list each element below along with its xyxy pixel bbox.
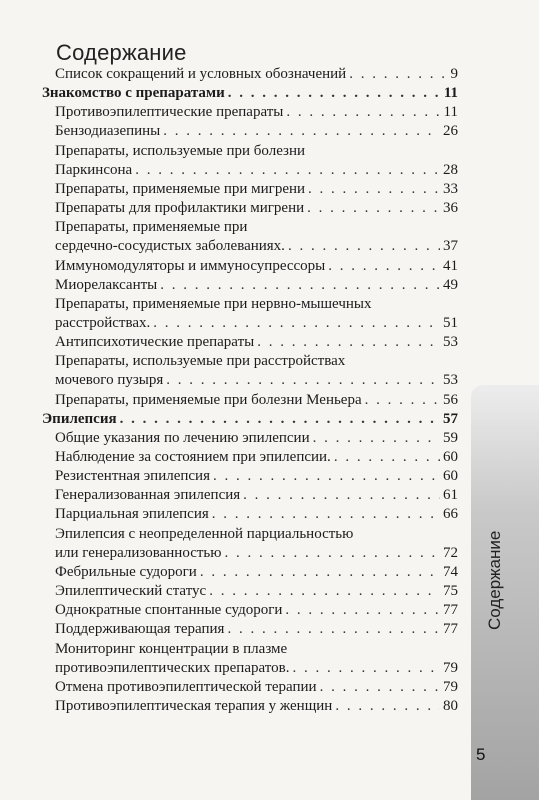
dot-leader: [328, 256, 440, 276]
toc-page-number: 72: [443, 545, 458, 561]
dot-leader: [166, 370, 440, 390]
toc-entry-title: или генерализованностью: [55, 545, 222, 561]
toc-entry-row: [55, 102, 458, 122]
toc-entry-row: [55, 236, 458, 256]
toc-entry-title: Поддерживающая терапия: [55, 621, 225, 637]
dot-leader: [313, 428, 440, 448]
toc-page-number: 26: [443, 123, 458, 139]
toc-page-number: 75: [443, 583, 458, 599]
toc-page-number: 80: [443, 698, 458, 714]
toc-page-number: 37: [443, 238, 458, 254]
dot-leader: [257, 332, 440, 352]
toc-entry-title: Эпилептический статус: [55, 583, 207, 599]
toc-entry-title: Противоэпилептическая терапия у женщин: [55, 698, 333, 714]
dot-leader: [212, 504, 440, 524]
toc-entry-row: [55, 370, 458, 390]
toc-entry-row: [55, 294, 458, 314]
toc-entry-title: Общие указания по лечению эпилепсии: [55, 430, 310, 446]
toc-entry-title: Мониторинг концентрации в плазме: [55, 641, 288, 657]
toc-section-row: [42, 83, 458, 103]
toc-entry-title: мочевого пузыря: [55, 372, 164, 388]
toc-entry-row: [55, 485, 458, 505]
toc-page-number: 9: [450, 66, 458, 82]
toc-entry-row: [55, 332, 458, 352]
toc-entry-title: Список сокращений и условных обозначений: [55, 66, 347, 82]
toc-page-number: 41: [443, 258, 458, 274]
toc-entry-row: [55, 351, 458, 371]
dot-leader: [120, 409, 440, 429]
toc-section-row: [42, 409, 458, 429]
dot-leader: [286, 102, 440, 122]
toc-page-number: 60: [443, 449, 458, 465]
toc-entry-row: [55, 390, 458, 410]
toc-entry-title: Миорелаксанты: [55, 277, 158, 293]
toc-entry-row: [55, 141, 458, 161]
toc-entry-row: [55, 524, 458, 544]
toc-page-number: 66: [443, 506, 458, 522]
toc-entry-title: Препараты для профилактики мигрени: [55, 200, 305, 216]
toc-section-title: Эпилепсия: [42, 411, 117, 427]
toc-entry-row: [55, 658, 458, 678]
dot-leader: [213, 466, 440, 486]
page-title: Содержание: [56, 40, 187, 65]
toc-entry-row: [55, 313, 458, 333]
dot-leader: [308, 179, 440, 199]
dot-leader: [285, 600, 440, 620]
toc-entry-row: [55, 428, 458, 448]
toc-entry-title: Наблюдение за состоянием при эпилепсии.: [55, 449, 331, 465]
toc-entry-row: [55, 198, 458, 218]
toc-entry-row: [55, 619, 458, 639]
toc-entry-row: [55, 256, 458, 276]
dot-leader: [163, 121, 440, 141]
toc-entry-title: расстройствах.: [55, 315, 151, 331]
dot-leader: [209, 581, 440, 601]
dot-leader: [153, 313, 440, 333]
toc-entry-title: Препараты, применяемые при: [55, 219, 248, 235]
toc-entry-title: Препараты, применяемые при мигрени: [55, 181, 306, 197]
toc-entry-row: [55, 562, 458, 582]
toc-page-number: 79: [443, 679, 458, 695]
dot-leader: [224, 543, 440, 563]
toc-entry-title: Антипсихотические препараты: [55, 334, 255, 350]
toc-page-number: 53: [443, 334, 458, 350]
toc-entry-title: сердечно-сосудистых заболеваниях.: [55, 238, 285, 254]
toc-entry-row: [55, 217, 458, 237]
toc-page-number: 77: [443, 621, 458, 637]
toc-entry-row: [55, 179, 458, 199]
toc-entry-title: Препараты, применяемые при нервно-мышечных: [55, 296, 372, 312]
toc-entry-row: [55, 275, 458, 295]
dot-leader: [243, 485, 440, 505]
dot-leader: [135, 160, 440, 180]
toc-entry-row: [55, 504, 458, 524]
toc-entry-title: Эпилепсия с неопределенной парциальностью: [55, 526, 354, 542]
toc-page-number: 56: [443, 392, 458, 408]
toc-page-number: 28: [443, 162, 458, 178]
toc-page-number: 57: [443, 411, 458, 427]
toc-page-number: 79: [443, 660, 458, 676]
toc-page-number: 61: [443, 487, 458, 503]
toc-page-number: 60: [443, 468, 458, 484]
toc-entry-title: Фебрильные судороги: [55, 564, 197, 580]
toc-page-number: 74: [443, 564, 458, 580]
toc-page-number: 33: [443, 181, 458, 197]
toc-entry-title: Парциальная эпилепсия: [55, 506, 209, 522]
toc-entry-title: Препараты, применяемые при болезни Меньера: [55, 392, 362, 408]
toc-entry-title: Отмена противоэпилептической терапии: [55, 679, 317, 695]
toc-entry-row: [55, 447, 458, 467]
toc-entry-row: [55, 696, 458, 716]
toc-entry-title: Паркинсона: [55, 162, 133, 178]
toc-page-number: 36: [443, 200, 458, 216]
toc-entry-title: Иммуномодуляторы и иммуносупрессоры: [55, 258, 326, 274]
toc-page-number: 53: [443, 372, 458, 388]
toc-section-title: Знакомство с препаратами: [42, 85, 225, 101]
toc-page-number: 11: [443, 104, 458, 120]
dot-leader: [160, 275, 440, 295]
dot-leader: [349, 64, 447, 84]
toc-entry-title: Бензодиазепины: [55, 123, 161, 139]
toc-entry-row: [55, 639, 458, 659]
dot-leader: [228, 83, 441, 103]
toc-entry-title: Препараты, используемые при болезни: [55, 143, 306, 159]
dot-leader: [288, 236, 440, 256]
toc-page-number: 49: [443, 277, 458, 293]
toc-page-number: 51: [443, 315, 458, 331]
dot-leader: [200, 562, 440, 582]
toc-entry-title: Однократные спонтанные судороги: [55, 602, 283, 618]
dot-leader: [292, 658, 440, 678]
toc-entry-row: [55, 160, 458, 180]
toc-entry-row: [55, 64, 458, 84]
dot-leader: [334, 447, 440, 467]
toc-entry-row: [55, 466, 458, 486]
toc-entry-row: [55, 581, 458, 601]
toc-entry-row: [55, 600, 458, 620]
dot-leader: [320, 677, 440, 697]
toc-entry-row: [55, 543, 458, 563]
toc-page-number: 77: [443, 602, 458, 618]
toc-entry-row: [55, 677, 458, 697]
toc-page-number: 11: [443, 85, 458, 101]
toc-entry-title: Противоэпилептические препараты: [55, 104, 284, 120]
dot-leader: [307, 198, 440, 218]
dot-leader: [227, 619, 440, 639]
section-tab-label: Содержание: [485, 530, 504, 630]
toc-page-number: 59: [443, 430, 458, 446]
dot-leader: [365, 390, 440, 410]
page-number: 5: [476, 745, 486, 764]
toc-entry-title: противоэпилептических препаратов.: [55, 660, 290, 676]
toc-entry-title: Генерализованная эпилепсия: [55, 487, 241, 503]
toc-entry-title: Препараты, используемые при расстройствах: [55, 353, 346, 369]
dot-leader: [335, 696, 440, 716]
toc-entry-row: [55, 121, 458, 141]
toc-entry-title: Резистентная эпилепсия: [55, 468, 210, 484]
